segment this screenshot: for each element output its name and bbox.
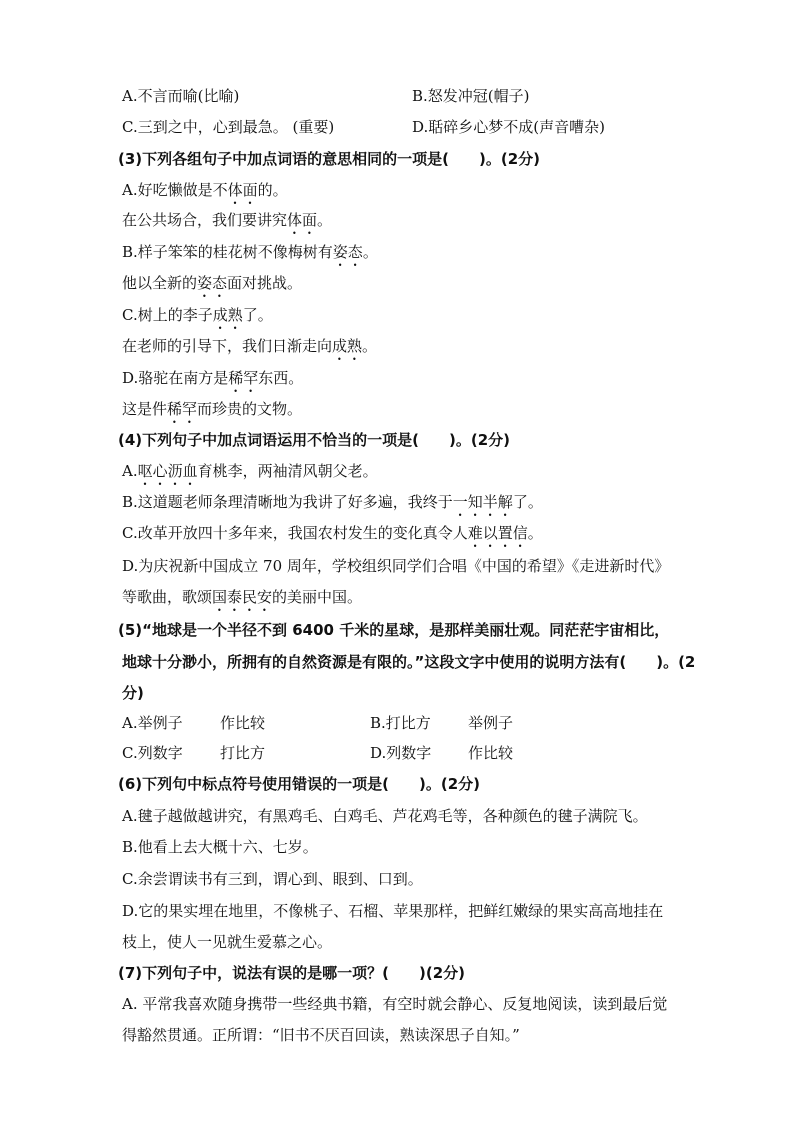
question-5-stem-line2: 地球十分渺小，所拥有的自然资源是有限的。”这段文字中使用的说明方法有( )。(2 <box>122 653 696 671</box>
q6-option-d-line1: D.它的果实埋在地里，不像桃子、石榴、苹果那样，把鲜红嫩绿的果实高高地挂在 <box>122 902 664 920</box>
option-b: B.怒发冲冠(帽子) <box>412 87 530 105</box>
question-5-stem-line1: (5)“地球是一个半径不到 6400 千米的星球，是那样美丽壮观。同茫茫宇宙相比， <box>118 621 670 639</box>
emphasized-word: 姿态 <box>332 243 363 261</box>
q4-option-a: A.呕心沥血育桃李，两袖清风朝父老。 <box>122 462 378 480</box>
emphasized-word: 姿态 <box>197 274 228 292</box>
q5-option-b-second: 举例子 <box>468 714 514 732</box>
q6-option-b: B.他看上去大概十六、七岁。 <box>122 838 318 856</box>
option-c: C.三到之中，心到最急。 (重要) <box>122 118 335 136</box>
q4-option-b: B.这道题老师条理清晰地为我讲了好多遍，我终于一知半解了。 <box>122 493 543 511</box>
q6-option-c: C.余尝谓读书有三到，谓心到、眼到、口到。 <box>122 870 423 888</box>
q3-option-a-line2: 在公共场合，我们要讲究体面。 <box>122 211 333 229</box>
q5-option-b: B.打比方 <box>370 714 431 732</box>
question-5-stem-line3: 分) <box>122 684 144 702</box>
q5-option-d-second: 作比较 <box>468 744 514 762</box>
q4-option-d-line2: 等歌曲，歌颂国泰民安的美丽中国。 <box>122 588 363 606</box>
q5-option-c: C.列数字 <box>122 744 183 762</box>
q3-option-d-line1: D.骆驼在南方是稀罕东西。 <box>122 369 304 387</box>
emphasized-word: 成熟 <box>212 306 243 324</box>
q5-option-a-second: 作比较 <box>220 714 266 732</box>
question-7-stem: (7)下列句子中，说法有误的是哪一项？( )(2分) <box>118 964 466 982</box>
q3-option-c-line2: 在老师的引导下，我们日渐走向成熟。 <box>122 337 378 355</box>
q5-option-d: D.列数字 <box>370 744 432 762</box>
emphasized-word: 稀罕 <box>228 369 259 387</box>
emphasized-word: 体面 <box>227 181 258 199</box>
q5-option-c-second: 打比方 <box>220 744 266 762</box>
emphasized-word: 国泰民安 <box>212 588 273 606</box>
q7-option-a-line2: 得豁然贯通。正所谓：“旧书不厌百回读，熟读深思子自知。” <box>122 1026 520 1044</box>
q4-option-c: C.改革开放四十多年来，我国农村发生的变化真令人难以置信。 <box>122 524 543 542</box>
question-4-stem: (4)下列句子中加点词语运用不恰当的一项是( )。(2分) <box>118 431 511 449</box>
q4-option-d-line1: D.为庆祝新中国成立 70 周年，学校组织同学们合唱《中国的希望》《走进新时代》 <box>122 557 670 575</box>
question-6-stem: (6)下列句中标点符号使用错误的一项是( )。(2分) <box>118 775 481 793</box>
q3-option-b-line2: 他以全新的姿态面对挑战。 <box>122 274 303 292</box>
emphasized-word: 难以置信 <box>467 524 528 542</box>
q3-option-c-line1: C.树上的李子成熟了。 <box>122 306 273 324</box>
q3-option-b-line1: B.样子笨笨的桂花树不像梅树有姿态。 <box>122 243 378 261</box>
q3-option-d-line2: 这是件稀罕而珍贵的文物。 <box>122 400 303 418</box>
q5-option-a: A.举例子 <box>122 714 183 732</box>
emphasized-word: 成熟 <box>332 337 363 355</box>
option-d: D.聒碎乡心梦不成(声音嘈杂) <box>412 118 605 136</box>
q7-option-a-line1: A. 平常我喜欢随身携带一些经典书籍，有空时就会静心、反复地阅读，读到最后觉 <box>122 995 668 1013</box>
emphasized-word: 稀罕 <box>167 400 198 418</box>
option-a: A.不言而喻(比喻) <box>122 87 240 105</box>
emphasized-word: 一知半解 <box>452 493 513 511</box>
q6-option-d-line2: 枝上，使人一见就生爱慕之心。 <box>122 933 333 951</box>
question-3-stem: (3)下列各组句子中加点词语的意思相同的一项是( )。(2分) <box>118 150 541 168</box>
q3-option-a-line1: A.好吃懒做是不体面的。 <box>122 181 288 199</box>
emphasized-word: 呕心沥血 <box>137 462 198 480</box>
q6-option-a: A.毽子越做越讲究，有黑鸡毛、白鸡毛、芦花鸡毛等，各种颜色的毽子满院飞。 <box>122 807 648 825</box>
emphasized-word: 体面 <box>287 211 318 229</box>
